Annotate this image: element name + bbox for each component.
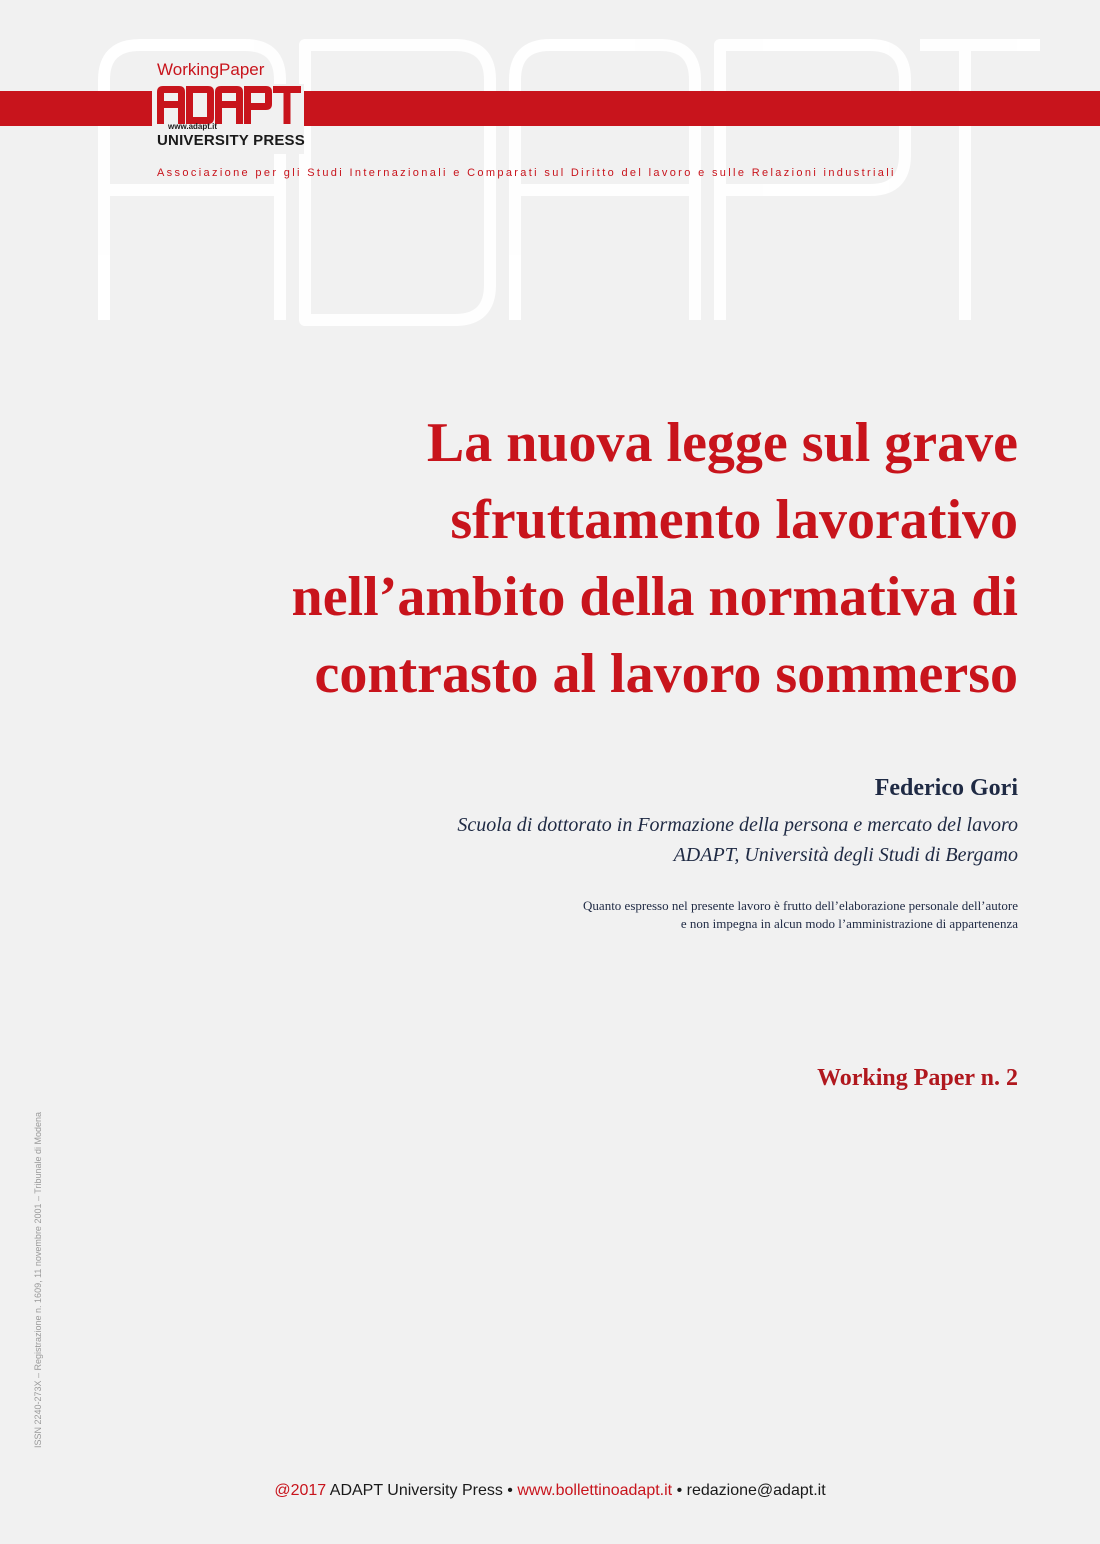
disclaimer-line: e non impegna in alcun modo l’amministrazione di appartenenza — [680, 916, 1018, 931]
author-affiliation — [457, 810, 1018, 870]
footer-copyright: @2017 — [274, 1482, 327, 1499]
disclaimer-line: Quanto espresso nel presente lavoro è frutto dell’elaborazione personale dell’autore — [583, 898, 1018, 913]
footer-separator: • — [507, 1482, 513, 1499]
affiliation-line: Scuola di dottorato in Formazione della persona e mercato del lavoro — [457, 814, 1018, 836]
footer-publisher: ADAPT University Press — [329, 1482, 503, 1499]
working-paper-number: Working Paper n. 2 — [817, 1065, 1018, 1091]
title-line: contrasto al lavoro sommerso — [314, 643, 1018, 705]
title-line: nell’ambito della normativa di — [291, 566, 1018, 628]
logo-url: www.adapt.it — [168, 122, 218, 131]
footer-email-link[interactable]: redazione@adapt.it — [686, 1482, 826, 1499]
series-label: WorkingPaper — [157, 60, 265, 79]
author-name: Federico Gori — [874, 775, 1018, 801]
title-line: La nuova legge sul grave — [426, 412, 1018, 474]
adapt-logo — [157, 86, 301, 124]
logo-university-press: UNIVERSITY PRESS — [157, 132, 305, 149]
disclaimer — [583, 897, 1018, 933]
paper-title — [118, 405, 1018, 713]
footer — [0, 1482, 1100, 1500]
registration-notice: ISSN 2240-273X – Registrazione n. 1609, 11 novembre 2001 – Tribunale di Modena — [33, 1111, 43, 1449]
affiliation-line: ADAPT, Università degli Studi di Bergamo — [673, 844, 1018, 866]
footer-website-link[interactable]: www.bollettinoadapt.it — [517, 1482, 673, 1499]
footer-separator: • — [676, 1482, 683, 1499]
association-tagline: Associazione per gli Studi Internazionali e Comparati sul Diritto del lavoro e sulle Relazioni industriali — [157, 167, 896, 179]
title-line: sfruttamento lavorativo — [450, 489, 1018, 551]
